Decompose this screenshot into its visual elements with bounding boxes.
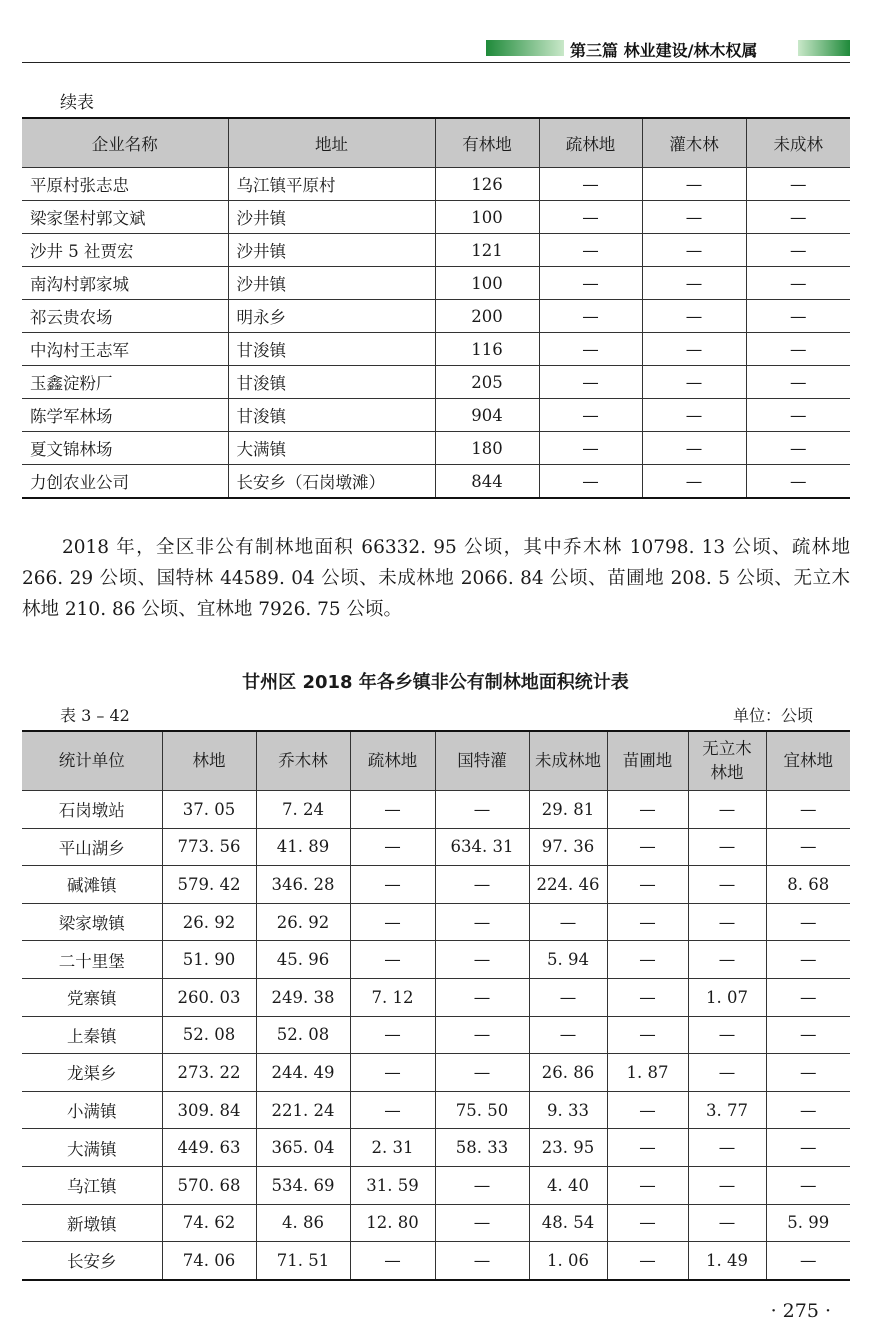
table-cell: 346. 28 [256, 866, 350, 904]
continued-label: 续表 [60, 93, 94, 113]
table-cell: — [350, 941, 435, 979]
table-cell: 大满镇 [22, 1129, 162, 1167]
table-cell: — [539, 201, 642, 234]
table-cell: — [746, 201, 850, 234]
table-cell: — [766, 828, 850, 866]
table-cell: 41. 89 [256, 828, 350, 866]
table-cell: 甘浚镇 [228, 399, 435, 432]
table-cell: 1. 87 [607, 1054, 688, 1092]
table-cell: 100 [435, 267, 539, 300]
table-cell: 沙井 5 社贾宏 [22, 234, 228, 267]
table-cell: 52. 08 [162, 1016, 256, 1054]
table-cell: 甘浚镇 [228, 366, 435, 399]
table-cell: — [529, 903, 607, 941]
table-cell: — [642, 465, 746, 499]
table-cell: 97. 36 [529, 828, 607, 866]
table-cell: — [642, 267, 746, 300]
table-cell: — [766, 791, 850, 829]
table2-unit: 单位：公顷 [732, 706, 813, 725]
table-cell: 大满镇 [228, 432, 435, 465]
table-cell: 75. 50 [435, 1091, 529, 1129]
table-cell: — [435, 903, 529, 941]
table-cell: 51. 90 [162, 941, 256, 979]
table-cell: — [642, 201, 746, 234]
table-cell: 明永乡 [228, 300, 435, 333]
table-cell: — [766, 1129, 850, 1167]
column-header: 乔木林 [256, 731, 350, 791]
table-row [22, 267, 850, 300]
table-cell: — [350, 791, 435, 829]
table-cell: — [435, 1242, 529, 1280]
table-cell: 7. 12 [350, 978, 435, 1016]
column-header: 疏林地 [539, 118, 642, 168]
table-cell: — [688, 1016, 766, 1054]
table-cell: 26. 92 [256, 903, 350, 941]
table-cell: — [607, 1091, 688, 1129]
table-cell: 新墩镇 [22, 1204, 162, 1242]
table-header-row [22, 731, 850, 791]
table-cell: 634. 31 [435, 828, 529, 866]
table-cell: 904 [435, 399, 539, 432]
table-cell: — [746, 300, 850, 333]
table-cell: 244. 49 [256, 1054, 350, 1092]
table-cell: 二十里堡 [22, 941, 162, 979]
table-cell: — [529, 978, 607, 1016]
table-cell: 534. 69 [256, 1166, 350, 1204]
table-cell: 200 [435, 300, 539, 333]
table-cell: — [607, 1016, 688, 1054]
table-row [22, 1242, 850, 1280]
table-cell: — [350, 1242, 435, 1280]
table-cell: — [607, 1129, 688, 1167]
table-cell: — [688, 866, 766, 904]
column-header: 无立木 林地 [688, 731, 766, 791]
table-cell: 乌江镇平原村 [228, 168, 435, 201]
table-cell: — [350, 1016, 435, 1054]
table-cell: — [539, 234, 642, 267]
table-cell: — [435, 1054, 529, 1092]
table-cell: — [642, 432, 746, 465]
table-row [22, 1016, 850, 1054]
table-cell: — [539, 333, 642, 366]
table-cell: 9. 33 [529, 1091, 607, 1129]
table-row [22, 1204, 850, 1242]
table-cell: 205 [435, 366, 539, 399]
table-row [22, 791, 850, 829]
table-cell: 碱滩镇 [22, 866, 162, 904]
table-cell: — [746, 234, 850, 267]
table-cell: — [435, 866, 529, 904]
table-cell: 上秦镇 [22, 1016, 162, 1054]
table-row [22, 432, 850, 465]
table-cell: 224. 46 [529, 866, 607, 904]
table-cell: — [766, 1091, 850, 1129]
table-cell: 180 [435, 432, 539, 465]
table-row [22, 234, 850, 267]
table-cell: — [435, 791, 529, 829]
table-cell: 5. 99 [766, 1204, 850, 1242]
table-cell: — [350, 1091, 435, 1129]
table-cell: — [642, 168, 746, 201]
table-cell: — [607, 791, 688, 829]
table-cell: — [688, 1204, 766, 1242]
table-cell: 党寨镇 [22, 978, 162, 1016]
table-cell: — [766, 903, 850, 941]
table-cell: — [766, 941, 850, 979]
table-cell: — [435, 1166, 529, 1204]
table-cell: 4. 40 [529, 1166, 607, 1204]
table-row [22, 201, 850, 234]
table-cell: — [350, 828, 435, 866]
table-cell: 夏文锦林场 [22, 432, 228, 465]
table-cell: 7. 24 [256, 791, 350, 829]
table-cell: 26. 92 [162, 903, 256, 941]
table-cell: 570. 68 [162, 1166, 256, 1204]
table-row [22, 1091, 850, 1129]
column-header: 林地 [162, 731, 256, 791]
table-row [22, 168, 850, 201]
column-header: 企业名称 [22, 118, 228, 168]
table-cell: — [607, 1204, 688, 1242]
table-cell: 29. 81 [529, 791, 607, 829]
table-cell: — [539, 399, 642, 432]
table-cell: — [607, 828, 688, 866]
table-cell: — [607, 978, 688, 1016]
table-cell: 249. 38 [256, 978, 350, 1016]
table-cell: — [688, 1129, 766, 1167]
table-cell: 74. 62 [162, 1204, 256, 1242]
table-row [22, 1166, 850, 1204]
enterprise-forest-table [22, 117, 850, 499]
table-cell: 甘浚镇 [228, 333, 435, 366]
table-cell: — [688, 1166, 766, 1204]
column-header: 统计单位 [22, 731, 162, 791]
table-cell: 309. 84 [162, 1091, 256, 1129]
table-cell: — [539, 366, 642, 399]
township-forest-table [22, 730, 850, 1281]
table-cell: — [435, 1204, 529, 1242]
table-cell: — [688, 903, 766, 941]
column-header: 灌木林 [642, 118, 746, 168]
table-row [22, 1054, 850, 1092]
table-row [22, 978, 850, 1016]
table-cell: — [642, 399, 746, 432]
table-cell: — [746, 366, 850, 399]
table-cell: — [688, 1054, 766, 1092]
table-cell: — [350, 866, 435, 904]
table-cell: 45. 96 [256, 941, 350, 979]
table-cell: — [688, 828, 766, 866]
table-cell: — [607, 903, 688, 941]
table-cell: 沙井镇 [228, 234, 435, 267]
table-cell: — [539, 267, 642, 300]
table-cell: — [642, 300, 746, 333]
table-cell: 260. 03 [162, 978, 256, 1016]
table-cell: — [688, 941, 766, 979]
column-header: 未成林地 [529, 731, 607, 791]
column-header: 国特灌 [435, 731, 529, 791]
table-cell: — [766, 978, 850, 1016]
table-row [22, 300, 850, 333]
column-header: 宜林地 [766, 731, 850, 791]
table-cell: — [746, 168, 850, 201]
summary-paragraph: 2018 年，全区非公有制林地面积 66332. 95 公顷，其中乔木林 10798. 13 公顷、疏林地 266. 29 公顷、国特林 44589. 04 公顷、未成林地 2066. 84 公顷、苗圃地 208. 5 公顷、无立木林地 210. 86 公顷、宜林地 7926. 75 公顷。 [22, 537, 850, 620]
table-cell: 5. 94 [529, 941, 607, 979]
table-cell: — [642, 234, 746, 267]
column-header: 疏林地 [350, 731, 435, 791]
table-cell: — [607, 866, 688, 904]
table-cell: 沙井镇 [228, 201, 435, 234]
table-cell: 梁家墩镇 [22, 903, 162, 941]
table-cell: 579. 42 [162, 866, 256, 904]
column-header: 地址 [228, 118, 435, 168]
table-cell: 74. 06 [162, 1242, 256, 1280]
table-cell: — [642, 366, 746, 399]
table-cell: 273. 22 [162, 1054, 256, 1092]
table-row [22, 866, 850, 904]
column-header: 未成林 [746, 118, 850, 168]
table-cell: 126 [435, 168, 539, 201]
table-row [22, 399, 850, 432]
table-cell: — [746, 465, 850, 499]
table-cell: 4. 86 [256, 1204, 350, 1242]
table-cell: 449. 63 [162, 1129, 256, 1167]
table-cell: — [746, 399, 850, 432]
column-header: 有林地 [435, 118, 539, 168]
table-cell: 121 [435, 234, 539, 267]
table-cell: 石岗墩站 [22, 791, 162, 829]
table-cell: 平原村张志忠 [22, 168, 228, 201]
table-cell: 100 [435, 201, 539, 234]
table-cell: 23. 95 [529, 1129, 607, 1167]
table-cell: 2. 31 [350, 1129, 435, 1167]
table-cell: 长安乡 [22, 1242, 162, 1280]
table-cell: 37. 05 [162, 791, 256, 829]
table-cell: — [539, 300, 642, 333]
table-cell: 1. 07 [688, 978, 766, 1016]
table-row [22, 903, 850, 941]
table-cell: — [607, 1166, 688, 1204]
table-cell: 力创农业公司 [22, 465, 228, 499]
table-cell: — [766, 1166, 850, 1204]
header-decoration-right [798, 40, 850, 56]
table-cell: — [539, 465, 642, 499]
table-row [22, 941, 850, 979]
table-cell: 1. 49 [688, 1242, 766, 1280]
table-cell: 12. 80 [350, 1204, 435, 1242]
table-cell: 长安乡（石岗墩滩） [228, 465, 435, 499]
table-row [22, 333, 850, 366]
table-cell: 乌江镇 [22, 1166, 162, 1204]
table-row [22, 465, 850, 499]
page-header [22, 36, 850, 63]
header-decoration-left [486, 40, 564, 56]
table-cell: 365. 04 [256, 1129, 350, 1167]
table-cell: 平山湖乡 [22, 828, 162, 866]
table-cell: 71. 51 [256, 1242, 350, 1280]
table-cell: — [350, 1054, 435, 1092]
table-row [22, 1129, 850, 1167]
table-cell: 中沟村王志军 [22, 333, 228, 366]
table-cell: 773. 56 [162, 828, 256, 866]
table-cell: — [435, 941, 529, 979]
table-cell: — [435, 1016, 529, 1054]
table-cell: — [766, 1242, 850, 1280]
table-cell: — [607, 1242, 688, 1280]
table-cell: — [607, 941, 688, 979]
table-cell: 844 [435, 465, 539, 499]
table-cell: — [350, 903, 435, 941]
table-cell: 3. 77 [688, 1091, 766, 1129]
table-cell: 26. 86 [529, 1054, 607, 1092]
table-cell: — [539, 168, 642, 201]
table-cell: 52. 08 [256, 1016, 350, 1054]
table-header-row [22, 118, 850, 168]
page-number: · 275 · [770, 1300, 831, 1322]
table-cell: 58. 33 [435, 1129, 529, 1167]
table-cell: 1. 06 [529, 1242, 607, 1280]
column-header: 苗圃地 [607, 731, 688, 791]
table-cell: 221. 24 [256, 1091, 350, 1129]
table-cell: — [435, 978, 529, 1016]
table-cell: — [688, 791, 766, 829]
table-cell: — [529, 1016, 607, 1054]
table-cell: 南沟村郭家城 [22, 267, 228, 300]
table-cell: 沙井镇 [228, 267, 435, 300]
table-cell: 48. 54 [529, 1204, 607, 1242]
table-cell: 梁家堡村郭文斌 [22, 201, 228, 234]
table2-number: 表 3 – 42 [60, 706, 130, 725]
table-cell: — [642, 333, 746, 366]
header-title: 第三篇 林业建设/林木权属 [570, 41, 758, 60]
table-cell: — [746, 432, 850, 465]
table-cell: — [766, 1054, 850, 1092]
table-cell: — [539, 432, 642, 465]
table-cell: — [746, 267, 850, 300]
table-cell: 陈学军林场 [22, 399, 228, 432]
table-cell: 玉鑫淀粉厂 [22, 366, 228, 399]
table-cell: — [766, 1016, 850, 1054]
table-cell: 31. 59 [350, 1166, 435, 1204]
table-cell: 小满镇 [22, 1091, 162, 1129]
table2-title: 甘州区 2018 年各乡镇非公有制林地面积统计表 [242, 672, 629, 693]
table-cell: 116 [435, 333, 539, 366]
table-row [22, 366, 850, 399]
table-cell: 祁云贵农场 [22, 300, 228, 333]
table-cell: 8. 68 [766, 866, 850, 904]
table-row [22, 828, 850, 866]
table-cell: 龙渠乡 [22, 1054, 162, 1092]
table-cell: — [746, 333, 850, 366]
